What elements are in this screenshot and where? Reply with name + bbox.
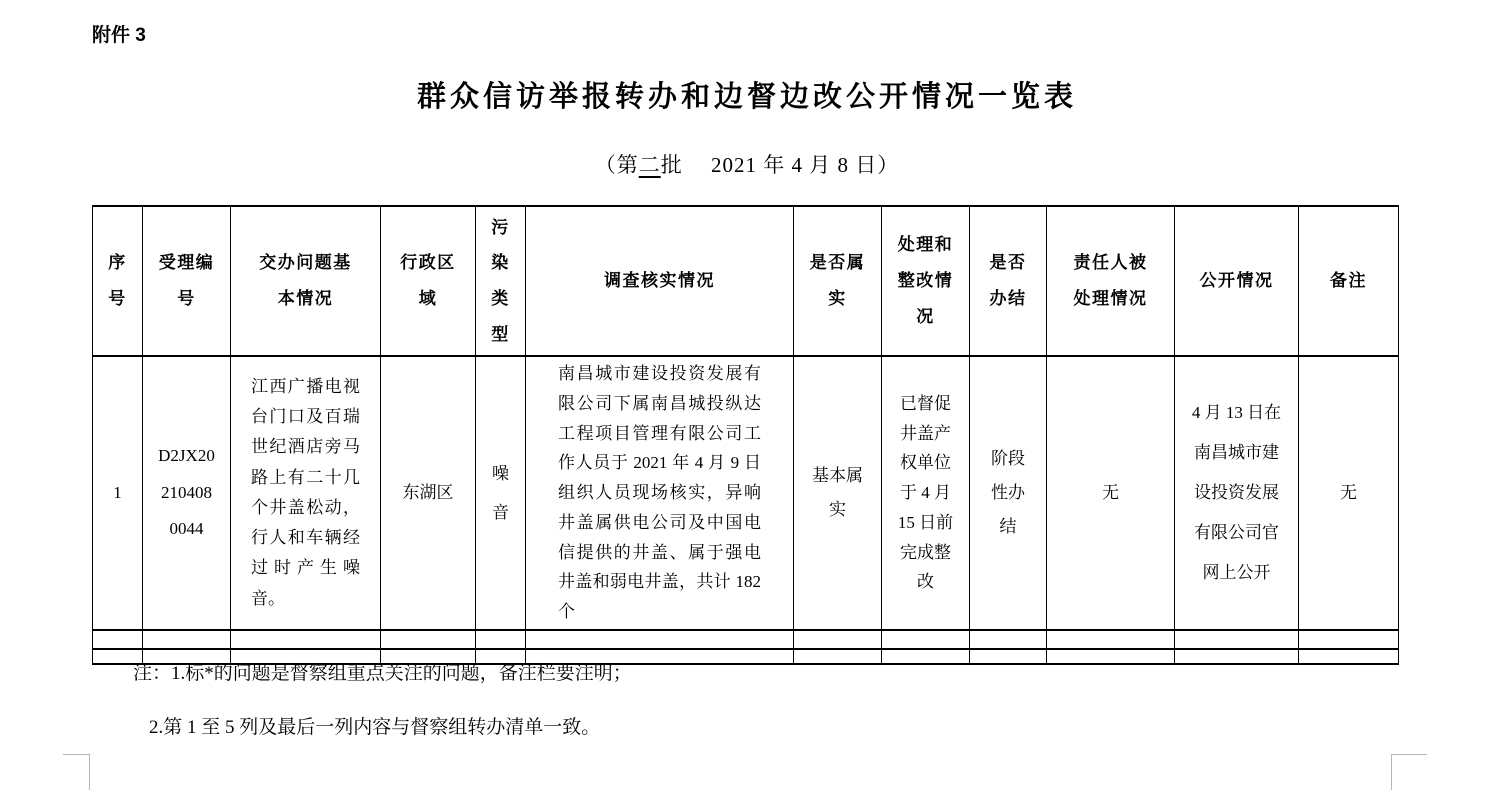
empty-cell [1299, 630, 1399, 649]
cell-pollution-type: 噪音 [476, 356, 526, 630]
attachment-label: 附件 3 [92, 25, 146, 46]
empty-cell [1299, 649, 1399, 664]
cell-issue: 江西广播电视台门口及百瑞世纪酒店旁马路上有二十几个井盖松动，行人和车辆经过时产生噪音。 [231, 356, 381, 630]
empty-cell [476, 630, 526, 649]
header-is-true: 是否属实 [794, 206, 882, 356]
page-subtitle [0, 149, 1494, 179]
empty-cell [381, 630, 476, 649]
empty-cell [882, 649, 970, 664]
empty-cell [1047, 649, 1175, 664]
subtitle-suffix: 批 2021 年 4 月 8 日） [660, 153, 900, 177]
page-boundary-mark-left [63, 754, 90, 790]
empty-cell [970, 630, 1047, 649]
table-row [93, 356, 1399, 630]
header-case-id: 受理编号 [143, 206, 231, 356]
header-pollution-type: 污染类型 [476, 206, 526, 356]
subtitle-batch-number: 二 [638, 153, 661, 177]
cell-disclosure: 4 月 13 日在南昌城市建设投资发展有限公司官网上公开 [1175, 356, 1299, 630]
cell-remark: 无 [1299, 356, 1399, 630]
subtitle-prefix: （第 [594, 153, 639, 177]
empty-cell [794, 649, 882, 664]
empty-cell [526, 630, 794, 649]
note-1: 注：1.标*的问题是督察组重点关注的问题，备注栏要注明； [133, 663, 632, 684]
empty-cell [143, 630, 231, 649]
cell-is-closed: 阶段性办结 [970, 356, 1047, 630]
empty-cell [93, 630, 143, 649]
empty-cell [231, 630, 381, 649]
cell-verification: 南昌城市建设投资发展有限公司下属南昌城投纵达工程项目管理有限公司工作人员于 2021 年 4 月 9 日组织人员现场核实，异响井盖属供电公司及中国电信提供的井盖、属于强电井盖和弱电井盖，共计 182 个 [526, 356, 794, 630]
empty-cell [1047, 630, 1175, 649]
cell-case-id: D2JX202104080044 [143, 356, 231, 630]
header-responsible-punishment: 责任人被处理情况 [1047, 206, 1175, 356]
header-disclosure: 公开情况 [1175, 206, 1299, 356]
header-district: 行政区域 [381, 206, 476, 356]
header-issue: 交办问题基本情况 [231, 206, 381, 356]
page-title: 群众信访举报转办和边督边改公开情况一览表 [416, 81, 1077, 113]
cell-seq: 1 [93, 356, 143, 630]
empty-cell [882, 630, 970, 649]
header-seq: 序号 [93, 206, 143, 356]
header-verification: 调查核实情况 [526, 206, 794, 356]
empty-cell [794, 630, 882, 649]
note-2: 2.第 1 至 5 列及最后一列内容与督察组转办清单一致。 [149, 717, 601, 738]
page-boundary-mark-right [1391, 754, 1427, 790]
empty-cell [1175, 630, 1299, 649]
cell-is-true: 基本属实 [794, 356, 882, 630]
header-remark: 备注 [1299, 206, 1399, 356]
cell-district: 东湖区 [381, 356, 476, 630]
cell-responsible-punishment: 无 [1047, 356, 1175, 630]
empty-cell [970, 649, 1047, 664]
disclosure-table [92, 205, 1399, 665]
empty-cell [1175, 649, 1299, 664]
cell-handling: 已督促井盖产权单位于 4 月 15 日前完成整改 [882, 356, 970, 630]
header-handling: 处理和整改情况 [882, 206, 970, 356]
empty-row [93, 630, 1399, 649]
table-header-row [93, 206, 1399, 356]
header-is-closed: 是否办结 [970, 206, 1047, 356]
